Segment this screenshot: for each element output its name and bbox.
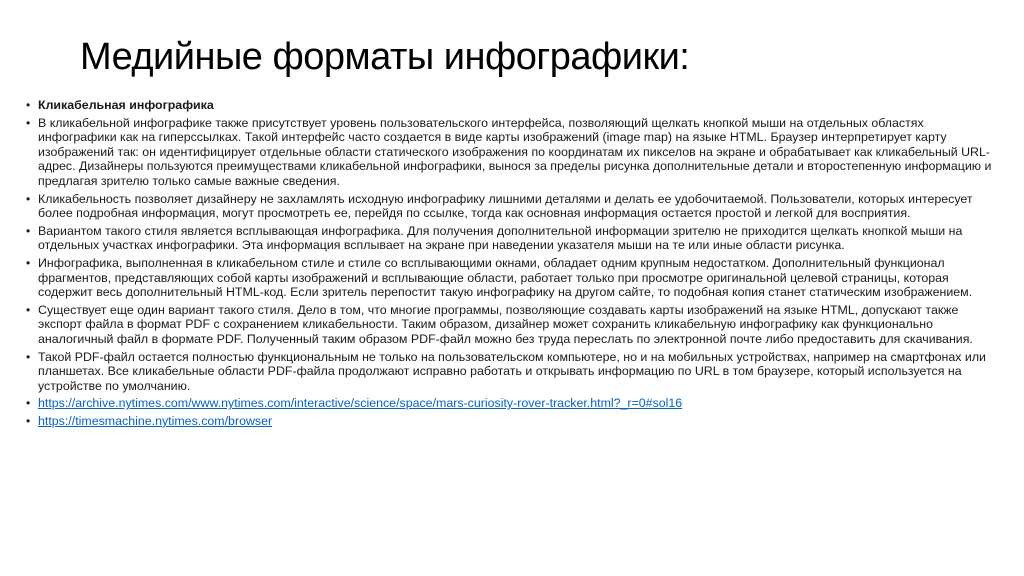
bullet-icon: • — [26, 349, 31, 364]
list-item — [26, 116, 992, 189]
paragraph-text: В кликабельной инфографике также присутствует уровень пользовательского интерфейса, позволяющий щелкать кнопкой мыши на отдельных областях инфографики как на гиперссылках. Такой интерфейс часто создается в виде карты изображений (image map) на языке HTML. Браузер интерпретирует карту изображений так: он идентифицирует отдельные области статического изображения по координатам их пикселов на экране и обрабатывает как кликабельный URL-адрес. Дизайнеры пользуются преимуществами кликабельной инфографики, вынося за пределы рисунка дополнительные детали и второстепенную информацию и предлагая зрителю только самые важные сведения. — [38, 115, 992, 188]
list-item — [26, 224, 992, 253]
list-item — [26, 256, 992, 300]
paragraph-text: Вариантом такого стиля является всплывающая инфографика. Для получения дополнительной информации зрителю не приходится щелкать кнопкой мыши на отдельных участках инфографики. Эта информация всплывает на экране при наведении указателя мыши на те или иные области рисунка. — [38, 223, 963, 253]
link-timesmachine-browser[interactable]: https://timesmachine.nytimes.com/browser — [38, 413, 273, 428]
bullet-icon: • — [26, 255, 31, 270]
paragraph-text: Инфографика, выполненная в кликабельном стиле и стиле со всплывающими окнами, обладает одним крупным недостатком. Дополнительный функционал фрагментов, представляющих собой карты изображений и всплывающие области, работает только при просмотре оригинальной целевой страницы, которая содержит весь дополнительный HTML-код. Если зритель перепостит такую инфографику на другом сайте, то подобная копия станет статическим изображением. — [38, 255, 973, 300]
bullet-icon: • — [26, 413, 31, 428]
bullet-icon: • — [26, 223, 31, 238]
list-item — [26, 396, 992, 411]
link-mars-curiosity-tracker[interactable]: https://archive.nytimes.com/www.nytimes.com/interactive/science/space/mars-curiosity-rover-tracker.html?_r=0#sol16 — [38, 396, 683, 411]
bullet-icon: • — [26, 191, 31, 206]
bullet-icon: • — [26, 302, 31, 317]
bullet-icon: • — [26, 115, 31, 130]
paragraph-text: Существует еще один вариант такого стиля. Дело в том, что многие программы, позволяющие создавать карты изображений на языке HTML, допускают также экспорт файла в формат PDF с сохранением кликабельности. Таким образом, дизайнер может сохранить кликабельную инфографику как функционально аналогичный файл в формате PDF. Полученный таким образом PDF-файл можно без труда переслать по электронной почте либо предоставить для скачивания. — [38, 302, 973, 346]
list-item — [26, 303, 992, 347]
list-item — [26, 414, 992, 429]
subheading-clickable-infographic: Кликабельная инфографика — [38, 98, 214, 112]
slide-title: Медийные форматы инфографики: — [80, 36, 690, 78]
paragraph-text: Кликабельность позволяет дизайнеру не захламлять исходную инфографику лишними деталями и делать ее удобочитаемой. Пользователи, которых интересует более подробная информация, могут просмотреть ее, перейдя по ссылке, тогда как основная информация остается простой и легкой для восприятия. — [38, 191, 973, 221]
list-item — [26, 98, 992, 113]
bullet-list — [26, 98, 992, 431]
bullet-icon: • — [26, 98, 31, 112]
list-item — [26, 350, 992, 394]
list-item — [26, 192, 992, 221]
bullet-icon: • — [26, 396, 31, 411]
paragraph-text: Такой PDF-файл остается полностью функциональным не только на пользовательском компьютере, но и на мобильных устройствах, например на смартфонах или планшетах. Все кликабельные области PDF-файла продолжают исправно работать и открывать информацию по URL в том браузере, который используется на устройстве по умолчанию. — [38, 349, 986, 393]
